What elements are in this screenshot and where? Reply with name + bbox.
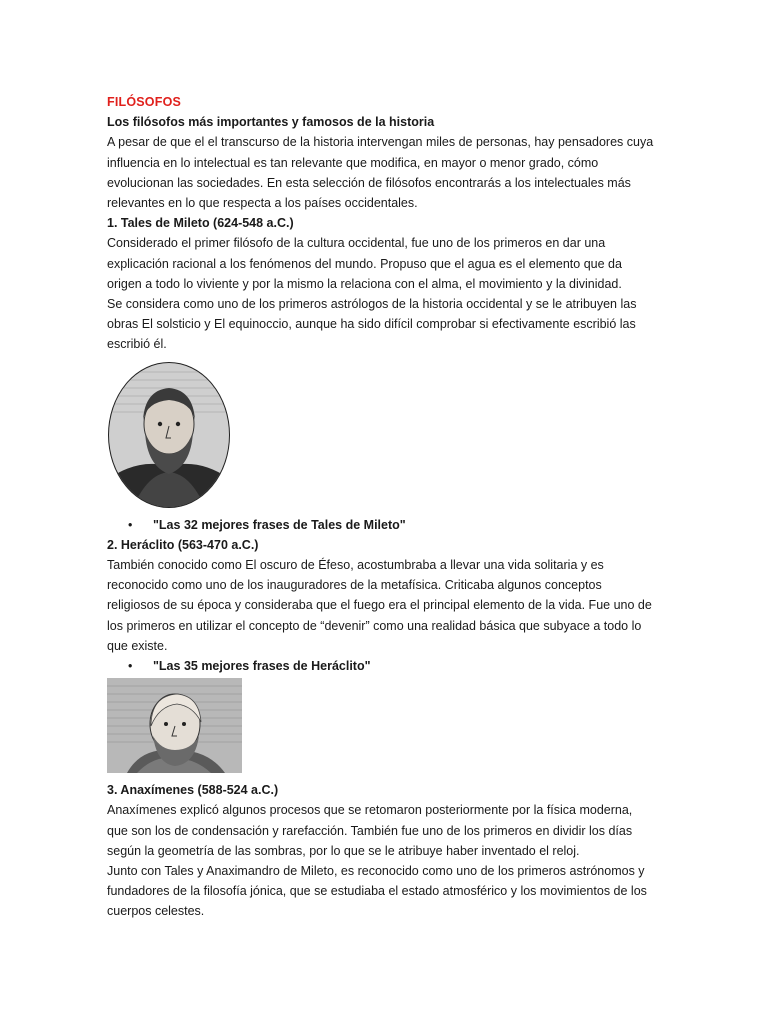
heraclito-portrait-image	[107, 678, 242, 773]
heraclito-paragraph-1: También conocido como El oscuro de Éfeso, acostumbraba a llevar una vida solitaria y es reconocido como uno de los inauguradores de la metafísica. Criticaba algunos conceptos religiosos de su época y consideraba que el fuego era el principal elemento de la vida. Fue uno de los primeros en utilizar el concepto de “devenir” como una realidad básica que subyace a todo lo que existe.	[107, 558, 652, 653]
tales-quotes-bullet[interactable]	[107, 515, 655, 535]
tales-paragraph-2: Se considera como uno de los primeros astrólogos de la historia occidental y se le atribuyen las obras El solsticio y El equinoccio, aunque ha sido difícil comprobar si efectivamente escribió las escribió él.	[107, 297, 637, 352]
heraclito-quotes-bullet[interactable]	[107, 656, 655, 676]
section-heading-tales: 1. Tales de Mileto (624-548 a.C.)	[107, 216, 294, 231]
anaximenes-paragraph-1: Anaxímenes explicó algunos procesos que se retomaron posteriormente por la física moderna, que son los de condensación y rarefacción. También fue uno de los primeros en dividir los días según la geometría de las sombras, por lo que se le atribuye haber inventado el reloj.	[107, 803, 633, 858]
tales-quotes-link[interactable]: "Las 32 mejores frases de Tales de Mileto"	[153, 517, 406, 532]
section-heading-anaximenes: 3. Anaxímenes (588-524 a.C.)	[107, 783, 279, 798]
anaximenes-paragraph-2: Junto con Tales y Anaximandro de Mileto, es reconocido como uno de los primeros astrónomos y fundadores de la filosofía jónica, que se estudiaba el estado atmosférico y los movimientos de los cuerpos celestes.	[107, 864, 647, 919]
section-heading-heraclito: 2. Heráclito (563-470 a.C.)	[107, 537, 259, 552]
intro-paragraph: A pesar de que el el transcurso de la historia intervengan miles de personas, hay pensadores cuya influencia en lo intelectual es tan relevante que modifica, en mayor o menor grado, cómo evolucionan las sociedades. En esta selección de filósofos encontrarás a los intelectuales más relevantes en lo que respecta a los países occidentales.	[107, 135, 654, 211]
tales-portrait-image	[107, 362, 231, 508]
bullet-glyph: •	[128, 659, 133, 674]
document-title: FILÓSOFOS	[107, 95, 182, 109]
document-subtitle: Los filósofos más importantes y famosos de la historia	[107, 115, 435, 130]
document-body	[107, 92, 655, 922]
tales-paragraph-1: Considerado el primer filósofo de la cultura occidental, fue uno de los primeros en dar una explicación racional a los fenómenos del mundo. Propuso que el agua es el elemento que da origen a todo lo viviente y por la mismo la relaciona con el alma, el movimiento y la divinidad.	[107, 236, 622, 291]
heraclito-quotes-link[interactable]: "Las 35 mejores frases de Heráclito"	[153, 659, 371, 674]
bullet-glyph: •	[128, 517, 133, 532]
